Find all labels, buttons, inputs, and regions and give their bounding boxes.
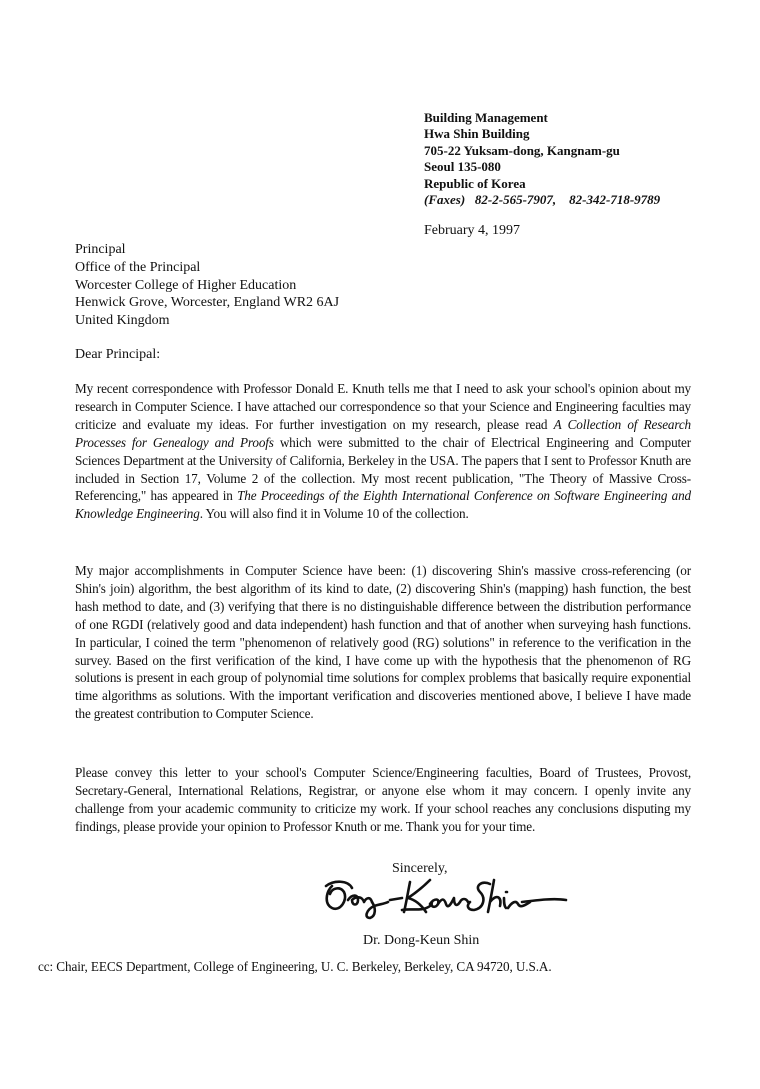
fax-label: (Faxes) — [424, 192, 466, 208]
body-paragraph-3: Please convey this letter to your school's Computer Science/Engineering faculties, Board of Trustees, Provost, Secretary-General, International Relations, Registrar, or anyone else whom it may concern. I openly invite any challenge from your academic community to criticize my work. If your school reaches any conclusions disputing my findings, please provide your opinion to Professor Knuth or me. Thank you for your time. — [75, 765, 691, 834]
sender-fax-line — [424, 192, 660, 208]
body-paragraph-1 — [75, 380, 691, 523]
sender-line: Hwa Shin Building — [424, 126, 530, 142]
body-paragraph-2: My major accomplishments in Computer Science have been: (1) discovering Shin's massive cross-referencing (or Shin's join) algorithm, the best algorithm of its kind to date, (2) discovering Shin's (mapping) hash function, the best hash method to date, and (3) verifying that there is no distinguishable difference between the distribution performance of one RGDI (relatively good and data independent) hash function and that of another when surveying hash functions. In particular, I coined the term "phenomenon of relatively good (RG) solutions" in reference to the verification in the survey. Based on the first verification of the kind, I have come up with the hypothesis that the phenomenon of RG solutions is present in each group of polynomial time solutions for complex problems that basically require exponential time algorithms as solutions. With the important verification and discoveries mentioned above, I believe I have made the greatest contribution to Computer Science. — [75, 563, 691, 722]
salutation: Dear Principal: — [75, 347, 161, 362]
fax-number: 82-342-718-9789 — [569, 192, 661, 208]
paragraph-text: which were submitted to the chair of Electrical Engineering and Computer Sciences Department at the University of California, Berkeley in the USA. The papers that I sent to Professor Knuth are included in Section 17, Volume 2 of the collection. My most recent publication, "The Theory of Massive Cross-Referencing," has appeared in — [75, 434, 691, 504]
sender-address-block — [424, 110, 660, 208]
paragraph-text: . You will also find it in Volume 10 of the collection. — [199, 506, 469, 522]
recipient-line: Worcester College of Higher Education — [75, 277, 297, 293]
recipient-line: Principal — [75, 242, 126, 257]
signer-name: Dr. Dong-Keun Shin — [363, 933, 480, 948]
recipient-address-block — [75, 241, 339, 330]
closing: Sincerely, — [392, 861, 448, 876]
recipient-line: United Kingdom — [75, 313, 170, 329]
handwritten-signature — [318, 872, 570, 922]
sender-line: Seoul 135-080 — [424, 159, 501, 175]
book-title: A Collection of Research Processes for Genealogy and Proofs — [75, 416, 691, 450]
recipient-line: Office of the Principal — [75, 259, 201, 275]
recipient-line: Henwick Grove, Worcester, England WR2 6AJ — [75, 295, 340, 311]
proceedings-title: The Proceedings of the Eighth International Conference on Software Engineering and Knowledge Engineering — [75, 488, 691, 522]
cc-line: cc: Chair, EECS Department, College of Engineering, U. C. Berkeley, Berkeley, CA 94720, U.S.A. — [38, 959, 552, 974]
paragraph-text: My recent correspondence with Professor Donald E. Knuth tells me that I need to ask your school's opinion about my research in Computer Science. I have attached our correspondence so that your Science and Engineering faculties may criticize and evaluate my ideas. For further investigation on my research, please read — [75, 381, 691, 432]
fax-number: 82-2-565-7907, — [474, 192, 557, 208]
sender-line: Building Management — [424, 110, 548, 125]
sender-line: Republic of Korea — [424, 175, 526, 191]
letter-date: February 4, 1997 — [424, 223, 521, 238]
sender-line: 705-22 Yuksam-dong, Kangnam-gu — [424, 142, 620, 158]
